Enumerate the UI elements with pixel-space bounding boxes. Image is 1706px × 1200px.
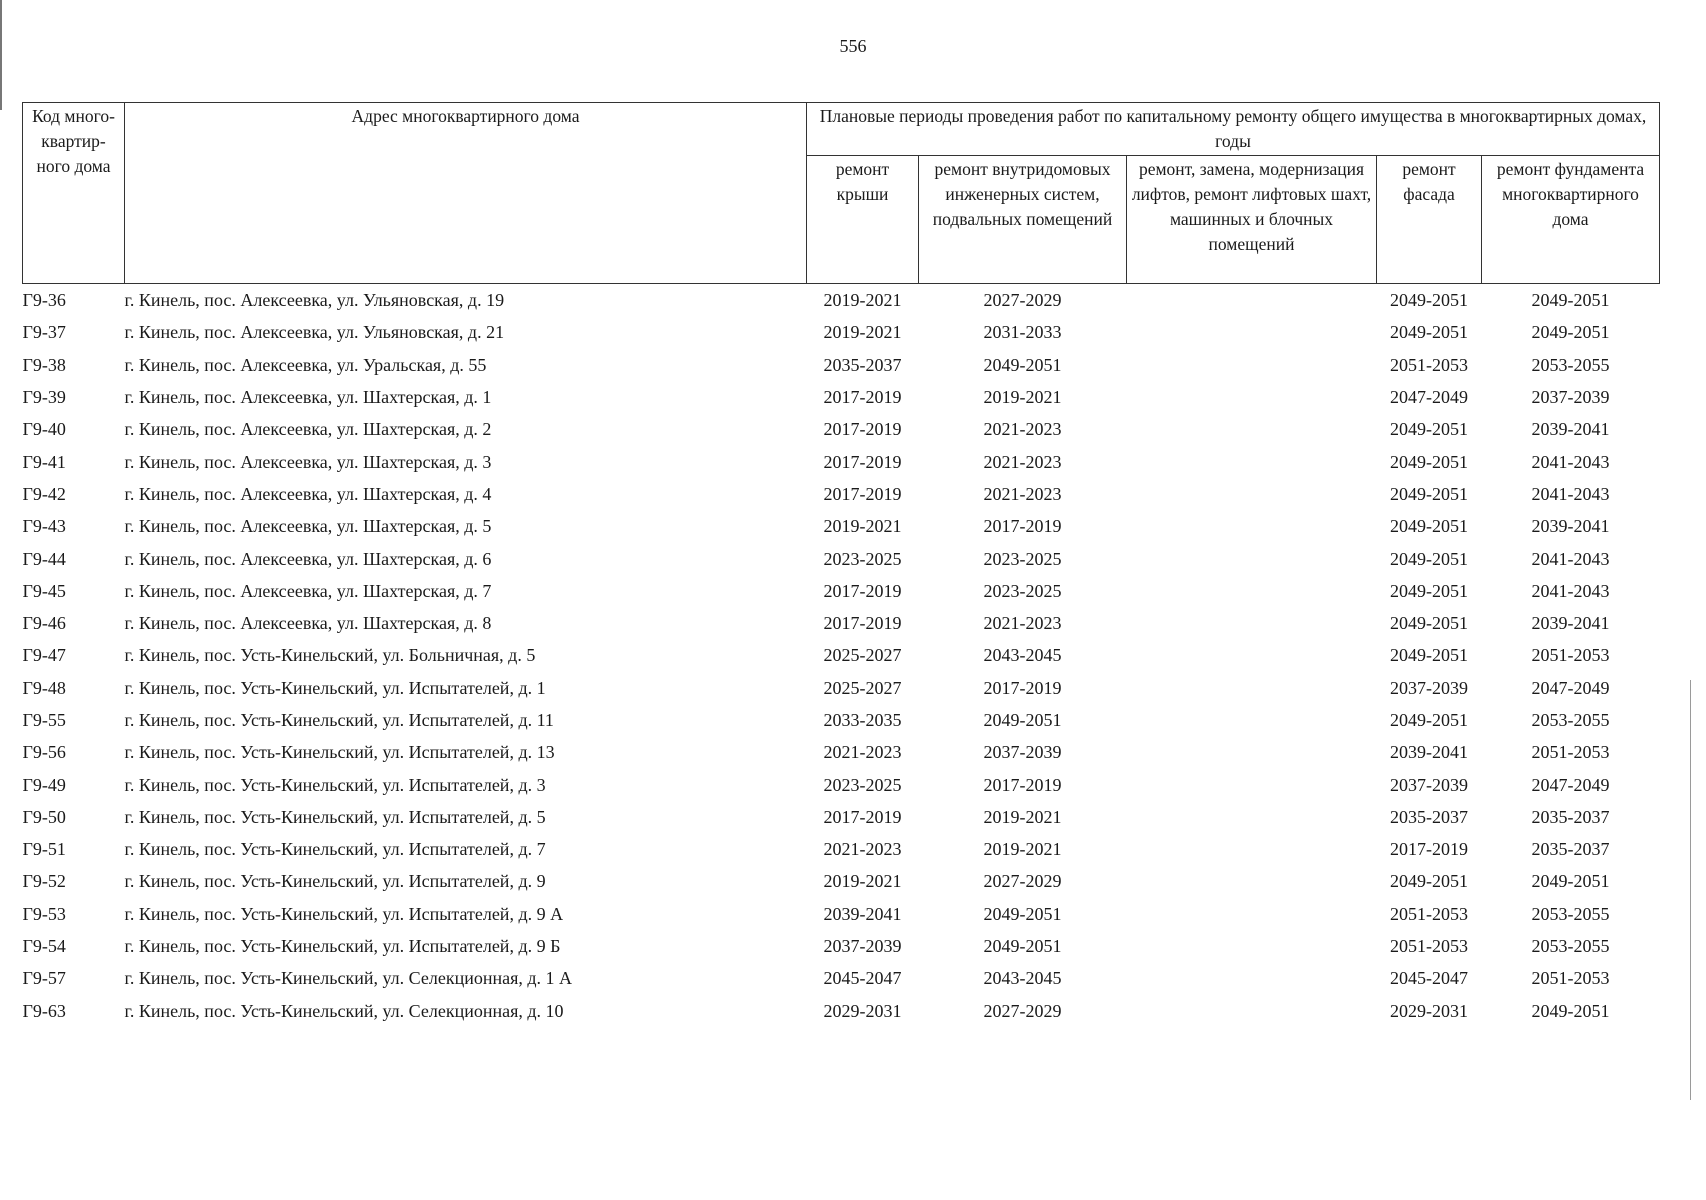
cell-facade: 2037-2039 (1390, 677, 1468, 698)
cell-foundation: 2053-2055 (1531, 354, 1610, 375)
table-row (23, 445, 1660, 477)
table-row (23, 865, 1660, 897)
cell-foundation: 2047-2049 (1531, 774, 1610, 795)
cell-engineering: 2031-2033 (983, 322, 1062, 343)
table-row (23, 284, 1660, 317)
cell-engineering: 2021-2023 (983, 419, 1062, 440)
cell-engineering: 2023-2025 (983, 580, 1062, 601)
cell-lifts (1127, 639, 1377, 671)
table-row (23, 607, 1660, 639)
cell-address: г. Кинель, пос. Алексеевка, ул. Шахтерская, д. 6 (124, 548, 492, 569)
cell-foundation: 2053-2055 (1531, 903, 1610, 924)
cell-lifts (1127, 801, 1377, 833)
cell-roof: 2025-2027 (823, 677, 902, 698)
cell-foundation: 2049-2051 (1531, 1000, 1610, 1021)
cell-code: Г9-47 (22, 645, 66, 666)
table-row (23, 381, 1660, 413)
scan-edge-line-right (1690, 680, 1691, 1100)
cell-foundation: 2041-2043 (1531, 548, 1610, 569)
cell-foundation: 2051-2053 (1531, 645, 1610, 666)
cell-foundation: 2049-2051 (1531, 871, 1610, 892)
header-facade: ремонт фасада (1377, 156, 1482, 284)
cell-foundation: 2039-2041 (1531, 516, 1610, 537)
cell-facade: 2049-2051 (1390, 613, 1468, 634)
cell-address: г. Кинель, пос. Алексеевка, ул. Ульяновская, д. 19 (124, 290, 505, 311)
cell-roof: 2029-2031 (823, 1000, 902, 1021)
cell-code: Г9-42 (22, 483, 66, 504)
table-row (23, 833, 1660, 865)
cell-engineering: 2017-2019 (983, 677, 1062, 698)
cell-foundation: 2053-2055 (1531, 710, 1610, 730)
cell-engineering: 2027-2029 (983, 1000, 1062, 1021)
cell-address: г. Кинель, пос. Алексеевка, ул. Шахтерская, д. 1 (124, 387, 492, 408)
cell-code: Г9-41 (22, 451, 66, 472)
cell-facade: 2049-2051 (1390, 290, 1468, 311)
cell-facade: 2049-2051 (1390, 871, 1468, 892)
cell-code: Г9-43 (22, 516, 66, 537)
cell-roof: 2017-2019 (823, 806, 902, 827)
cell-address: г. Кинель, пос. Алексеевка, ул. Шахтерская, д. 8 (124, 613, 492, 634)
cell-code: Г9-46 (22, 613, 66, 634)
cell-roof: 2033-2035 (823, 710, 902, 730)
table-row (23, 575, 1660, 607)
cell-address: г. Кинель, пос. Усть-Кинельский, ул. Испытателей, д. 5 (124, 806, 546, 827)
cell-code: Г9-36 (22, 290, 66, 311)
cell-lifts (1127, 768, 1377, 800)
cell-roof: 2017-2019 (823, 483, 902, 504)
cell-roof: 2019-2021 (823, 290, 902, 311)
cell-engineering: 2049-2051 (983, 354, 1062, 375)
cell-code: Г9-49 (22, 774, 66, 795)
cell-roof: 2037-2039 (823, 936, 902, 957)
table-row (23, 704, 1660, 736)
cell-lifts (1127, 704, 1377, 736)
table-row (23, 930, 1660, 962)
cell-facade: 2049-2051 (1390, 451, 1468, 472)
cell-roof: 2017-2019 (823, 613, 902, 634)
cell-foundation: 2049-2051 (1531, 290, 1610, 311)
cell-code: Г9-53 (22, 903, 66, 924)
cell-address: г. Кинель, пос. Усть-Кинельский, ул. Испытателей, д. 9 А (124, 903, 564, 924)
cell-facade: 2049-2051 (1390, 548, 1468, 569)
table-row (23, 639, 1660, 671)
cell-engineering: 2049-2051 (983, 936, 1062, 957)
cell-lifts (1127, 381, 1377, 413)
table-row (23, 898, 1660, 930)
cell-code: Г9-50 (22, 806, 66, 827)
cell-code: Г9-54 (22, 936, 66, 957)
cell-code: Г9-52 (22, 871, 66, 892)
cell-address: г. Кинель, пос. Усть-Кинельский, ул. Испытателей, д. 9 (124, 871, 546, 892)
cell-facade: 2045-2047 (1390, 968, 1468, 989)
cell-engineering: 2019-2021 (983, 387, 1062, 408)
cell-lifts (1127, 445, 1377, 477)
cell-code: Г9-63 (22, 1000, 66, 1021)
cell-engineering: 2027-2029 (983, 290, 1062, 311)
cell-foundation: 2041-2043 (1531, 580, 1610, 601)
header-lifts: ремонт, замена, модернизация лифтов, ремонт лифтовых шахт, машинных и блочных помещений (1127, 156, 1377, 284)
cell-code: Г9-40 (22, 419, 66, 440)
cell-lifts (1127, 898, 1377, 930)
cell-code: Г9-39 (22, 387, 66, 408)
cell-roof: 2019-2021 (823, 871, 902, 892)
cell-lifts (1127, 575, 1377, 607)
header-periods: Плановые периоды проведения работ по капитальному ремонту общего имущества в многоквартирных домах, годы (807, 103, 1660, 156)
cell-foundation: 2037-2039 (1531, 387, 1610, 408)
cell-address: г. Кинель, пос. Усть-Кинельский, ул. Испытателей, д. 9 Б (124, 936, 561, 957)
cell-address: г. Кинель, пос. Усть-Кинельский, ул. Испытателей, д. 11 (124, 710, 554, 730)
cell-address: г. Кинель, пос. Алексеевка, ул. Шахтерская, д. 4 (124, 483, 492, 504)
cell-lifts (1127, 736, 1377, 768)
cell-foundation: 2039-2041 (1531, 613, 1610, 634)
cell-roof: 2023-2025 (823, 774, 902, 795)
cell-address: г. Кинель, пос. Усть-Кинельский, ул. Испытателей, д. 13 (124, 742, 555, 763)
cell-roof: 2017-2019 (823, 580, 902, 601)
cell-facade: 2051-2053 (1390, 936, 1468, 957)
cell-roof: 2019-2021 (823, 516, 902, 537)
cell-lifts (1127, 607, 1377, 639)
cell-roof: 2017-2019 (823, 387, 902, 408)
cell-facade: 2029-2031 (1390, 1000, 1468, 1021)
header-address: Адрес многоквартирного дома (125, 103, 807, 284)
cell-roof: 2045-2047 (823, 968, 902, 989)
cell-lifts (1127, 349, 1377, 381)
cell-lifts (1127, 284, 1377, 317)
repair-schedule-table (22, 102, 1660, 1027)
cell-address: г. Кинель, пос. Алексеевка, ул. Шахтерская, д. 3 (124, 451, 492, 472)
cell-facade: 2035-2037 (1390, 806, 1468, 827)
cell-foundation: 2047-2049 (1531, 677, 1610, 698)
cell-foundation: 2035-2037 (1531, 839, 1610, 860)
cell-foundation: 2049-2051 (1531, 322, 1610, 343)
cell-engineering: 2021-2023 (983, 451, 1062, 472)
cell-address: г. Кинель, пос. Алексеевка, ул. Уральская, д. 55 (124, 354, 487, 375)
table-body (23, 284, 1660, 1027)
cell-facade: 2049-2051 (1390, 483, 1468, 504)
cell-facade: 2049-2051 (1390, 419, 1468, 440)
cell-lifts (1127, 865, 1377, 897)
table-row (23, 316, 1660, 348)
cell-lifts (1127, 316, 1377, 348)
cell-engineering: 2043-2045 (983, 645, 1062, 666)
table-row (23, 672, 1660, 704)
cell-engineering: 2049-2051 (983, 710, 1062, 730)
cell-roof: 2019-2021 (823, 322, 902, 343)
cell-foundation: 2041-2043 (1531, 451, 1610, 472)
table-row (23, 801, 1660, 833)
cell-lifts (1127, 995, 1377, 1027)
cell-foundation: 2053-2055 (1531, 936, 1610, 957)
cell-lifts (1127, 542, 1377, 574)
cell-engineering: 2019-2021 (983, 806, 1062, 827)
cell-roof: 2039-2041 (823, 903, 902, 924)
cell-code: Г9-56 (22, 742, 66, 763)
cell-facade: 2051-2053 (1390, 354, 1468, 375)
cell-address: г. Кинель, пос. Усть-Кинельский, ул. Селекционная, д. 1 А (124, 968, 573, 989)
cell-engineering: 2049-2051 (983, 903, 1062, 924)
cell-code: Г9-57 (22, 968, 66, 989)
cell-address: г. Кинель, пос. Усть-Кинельский, ул. Больничная, д. 5 (124, 645, 536, 666)
table-row (23, 542, 1660, 574)
cell-lifts (1127, 833, 1377, 865)
cell-facade: 2049-2051 (1390, 645, 1468, 666)
cell-engineering: 2021-2023 (983, 483, 1062, 504)
cell-foundation: 2041-2043 (1531, 483, 1610, 504)
cell-code: Г9-44 (22, 548, 66, 569)
cell-roof: 2035-2037 (823, 354, 902, 375)
cell-address: г. Кинель, пос. Алексеевка, ул. Шахтерская, д. 2 (124, 419, 492, 440)
header-foundation: ремонт фундамента многоквартирного дома (1482, 156, 1660, 284)
cell-lifts (1127, 962, 1377, 994)
header-roof: ремонт крыши (807, 156, 919, 284)
cell-address: г. Кинель, пос. Усть-Кинельский, ул. Испытателей, д. 7 (124, 839, 546, 860)
cell-lifts (1127, 672, 1377, 704)
cell-engineering: 2021-2023 (983, 613, 1062, 634)
header-engineering: ремонт внутридомовых инженерных систем, подвальных помещений (919, 156, 1127, 284)
cell-facade: 2049-2051 (1390, 322, 1468, 343)
cell-roof: 2021-2023 (823, 839, 902, 860)
cell-engineering: 2017-2019 (983, 774, 1062, 795)
table-row (23, 768, 1660, 800)
cell-facade: 2049-2051 (1390, 710, 1468, 730)
cell-address: г. Кинель, пос. Усть-Кинельский, ул. Испытателей, д. 1 (124, 677, 546, 698)
cell-foundation: 2051-2053 (1531, 968, 1610, 989)
table-row (23, 413, 1660, 445)
cell-facade: 2049-2051 (1390, 516, 1468, 537)
cell-roof: 2017-2019 (823, 419, 902, 440)
cell-facade: 2039-2041 (1390, 742, 1468, 763)
table-row (23, 962, 1660, 994)
cell-lifts (1127, 478, 1377, 510)
cell-address: г. Кинель, пос. Усть-Кинельский, ул. Испытателей, д. 3 (124, 774, 546, 795)
cell-foundation: 2039-2041 (1531, 419, 1610, 440)
cell-address: г. Кинель, пос. Алексеевка, ул. Шахтерская, д. 5 (124, 516, 492, 537)
cell-lifts (1127, 510, 1377, 542)
cell-code: Г9-51 (22, 839, 66, 860)
cell-facade: 2049-2051 (1390, 580, 1468, 601)
cell-roof: 2021-2023 (823, 742, 902, 763)
cell-address: г. Кинель, пос. Усть-Кинельский, ул. Селекционная, д. 10 (124, 1000, 564, 1021)
cell-code: Г9-55 (22, 710, 66, 730)
page-number: 556 (839, 36, 867, 56)
cell-engineering: 2043-2045 (983, 968, 1062, 989)
table-row (23, 478, 1660, 510)
cell-engineering: 2019-2021 (983, 839, 1062, 860)
cell-code: Г9-38 (22, 354, 66, 375)
cell-lifts (1127, 930, 1377, 962)
table-row (23, 510, 1660, 542)
cell-roof: 2025-2027 (823, 645, 902, 666)
table-row (23, 349, 1660, 381)
cell-facade: 2017-2019 (1390, 839, 1468, 860)
cell-facade: 2037-2039 (1390, 774, 1468, 795)
cell-code: Г9-37 (22, 322, 66, 343)
cell-engineering: 2037-2039 (983, 742, 1062, 763)
cell-engineering: 2023-2025 (983, 548, 1062, 569)
cell-foundation: 2035-2037 (1531, 806, 1610, 827)
cell-lifts (1127, 413, 1377, 445)
cell-address: г. Кинель, пос. Алексеевка, ул. Ульяновская, д. 21 (124, 322, 505, 343)
cell-roof: 2023-2025 (823, 548, 902, 569)
cell-facade: 2051-2053 (1390, 903, 1468, 924)
cell-roof: 2017-2019 (823, 451, 902, 472)
table-row (23, 736, 1660, 768)
cell-engineering: 2017-2019 (983, 516, 1062, 537)
cell-code: Г9-48 (22, 677, 66, 698)
cell-facade: 2047-2049 (1390, 387, 1468, 408)
cell-engineering: 2027-2029 (983, 871, 1062, 892)
cell-address: г. Кинель, пос. Алексеевка, ул. Шахтерская, д. 7 (124, 580, 492, 601)
cell-code: Г9-45 (22, 580, 66, 601)
table-row (23, 995, 1660, 1027)
cell-foundation: 2051-2053 (1531, 742, 1610, 763)
header-code: Код много-квартир-ного дома (23, 103, 125, 284)
